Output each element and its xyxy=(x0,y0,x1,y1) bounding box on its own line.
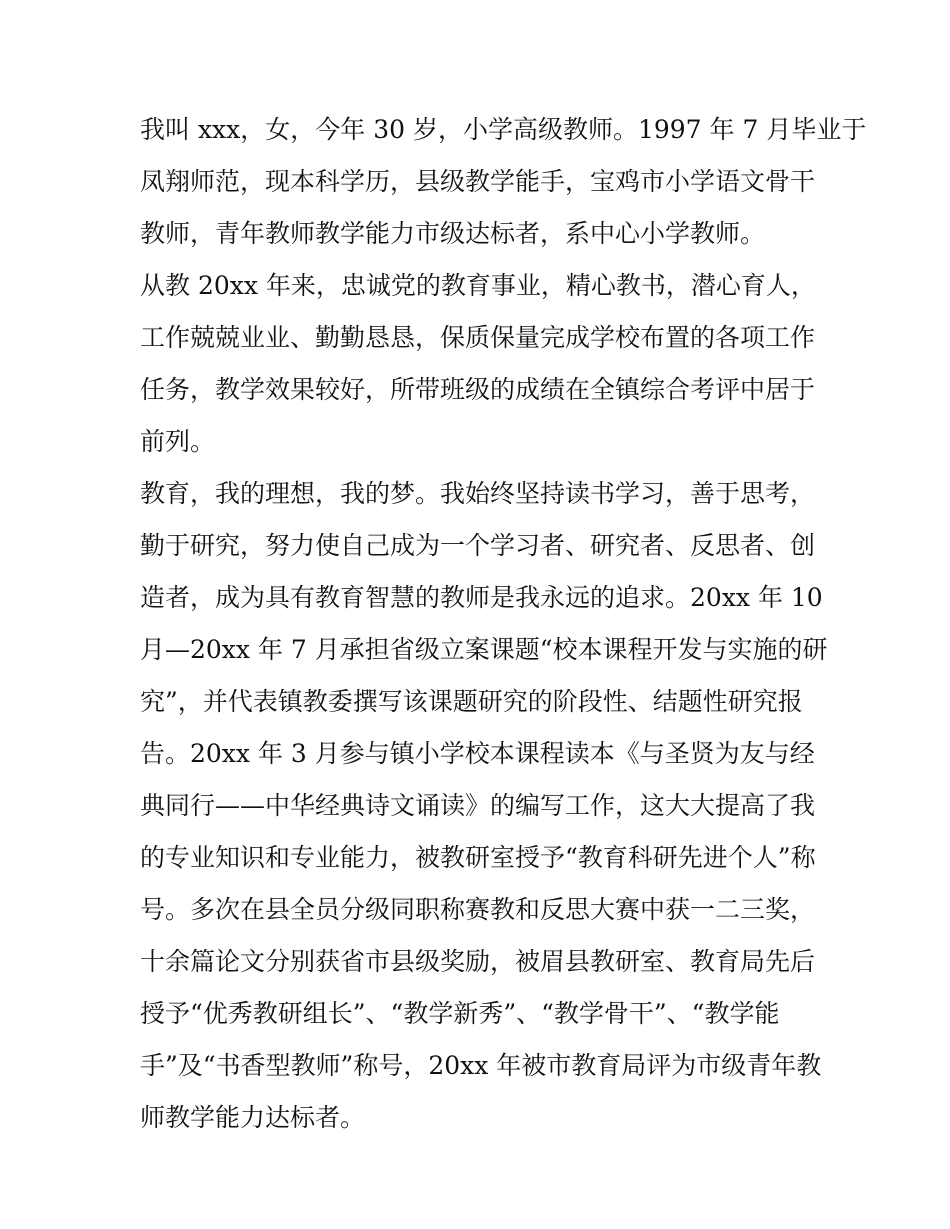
text-line: 教育，我的理想，我的梦。我始终坚持读书学习，善于思考， xyxy=(140,479,816,508)
text-line: 号。多次在县全员分级同职称赛教和反思大赛中获一二三奖， xyxy=(140,895,816,924)
text-line: 工作兢兢业业、勤勤恳恳，保质保量完成学校布置的各项工作 xyxy=(140,323,816,352)
text-line: 教师，青年教师教学能力市级达标者，系中心小学教师。 xyxy=(140,219,766,248)
text-line: 凤翔师范，现本科学历，县级教学能手，宝鸡市小学语文骨干 xyxy=(140,167,816,196)
text-line: 勤于研究，努力使自己成为一个学习者、研究者、反思者、创 xyxy=(140,531,816,560)
text-line: 月—20xx 年 7 月承担省级立案课题“校本课程开发与实施的研 xyxy=(140,635,828,664)
text-line: 前列。 xyxy=(140,427,216,456)
text-line: 师教学能力达标者。 xyxy=(140,1103,366,1132)
text-line: 我叫 xxx，女，今年 30 岁，小学高级教师。1997 年 7 月毕业于 xyxy=(140,115,867,144)
text-line: 告。20xx 年 3 月参与镇小学校本课程读本《与圣贤为友与经 xyxy=(140,739,815,768)
text-line: 手”及“书香型教师”称号，20xx 年被市教育局评为市级青年教 xyxy=(140,1051,822,1080)
body-text xyxy=(140,104,867,1144)
text-line: 任务，教学效果较好，所带班级的成绩在全镇综合考评中居于 xyxy=(140,375,816,404)
text-line: 的专业知识和专业能力，被教研室授予“教育科研先进个人”称 xyxy=(140,843,816,872)
text-line: 造者，成为具有教育智慧的教师是我永远的追求。20xx 年 10 xyxy=(140,583,823,612)
text-line: 从教 20xx 年来，忠诚党的教育事业，精心教书，潜心育人， xyxy=(140,271,816,300)
text-line: 授予“优秀教研组长”、“教学新秀”、“教学骨干”、“教学能 xyxy=(140,999,780,1028)
text-line: 典同行——中华经典诗文诵读》的编写工作，这大大提高了我 xyxy=(140,791,816,820)
text-line: 十余篇论文分别获省市县级奖励，被眉县教研室、教育局先后 xyxy=(140,947,816,976)
text-line: 究”，并代表镇教委撰写该课题研究的阶段性、结题性研究报 xyxy=(140,687,803,716)
